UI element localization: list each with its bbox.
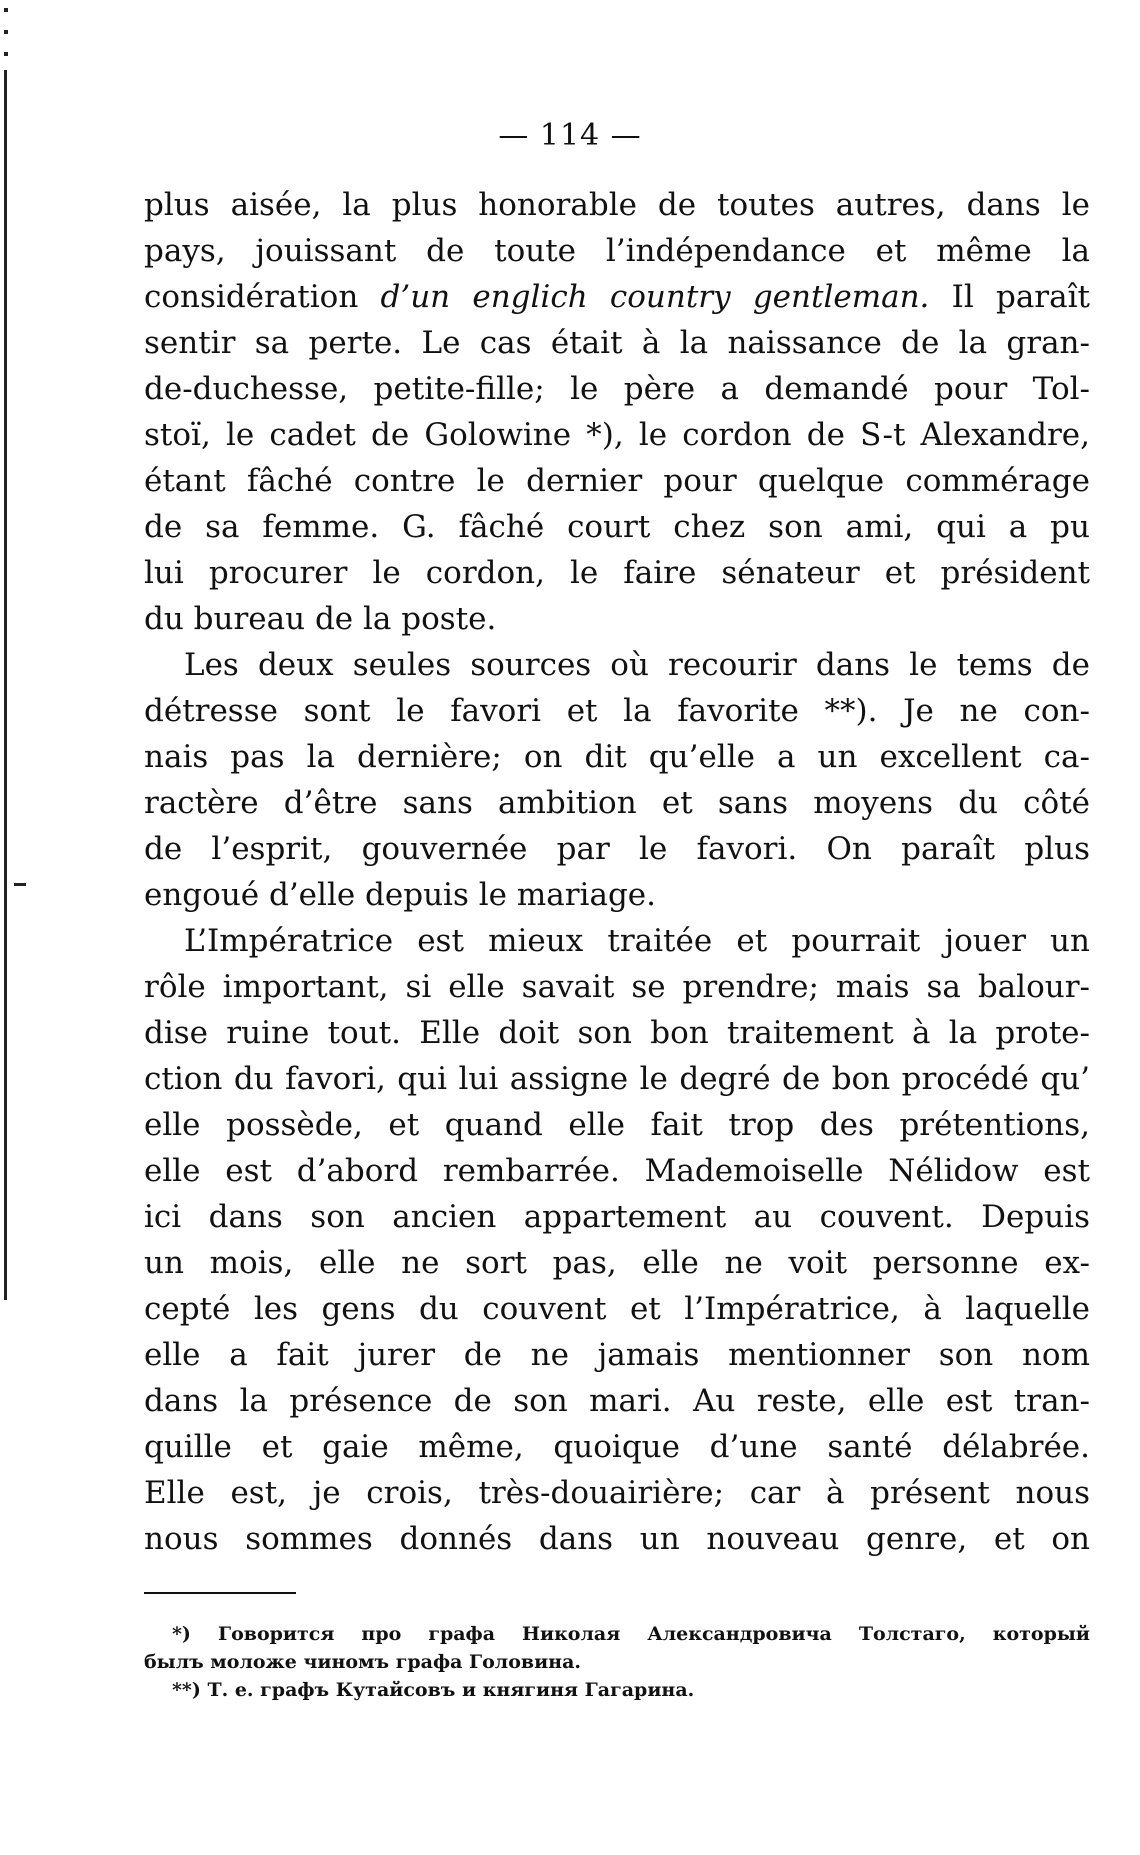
body-text (144, 182, 1090, 1562)
text-line: Les deux seules sources où recourir dans le tems de (184, 647, 1090, 683)
text-line: de sa femme. G. fâché court chez son ami, qui a pu (144, 509, 1090, 545)
margin-mark (14, 883, 26, 886)
footnote-line: **) Т. е. графъ Кутайсовъ и княгиня Гагарина. (172, 1679, 695, 1701)
edge-dot (4, 8, 8, 12)
text-line: étant fâché contre le dernier pour quelque commérage (144, 463, 1090, 499)
text-line: engoué d’elle depuis le mariage. (144, 877, 656, 913)
text-line: L’Impératrice est mieux traitée et pourrait jouer un (184, 923, 1090, 959)
italic-phrase: d’un englich country gentleman. (380, 279, 930, 315)
text-line: elle est d’abord rembarrée. Mademoiselle Nélidow est (144, 1153, 1090, 1189)
text-line: un mois, elle ne sort pas, elle ne voit personne ex- (144, 1245, 1090, 1281)
text-line: rôle important, si elle savait se prendre; mais sa balour- (144, 969, 1090, 1005)
page-number: — 114 — (498, 118, 642, 153)
text-line: du bureau de la poste. (144, 601, 497, 637)
footnote-line: былъ моложе чиномъ графа Головина. (144, 1651, 581, 1673)
text-line: plus aisée, la plus honorable de toutes autres, dans le (144, 187, 1090, 223)
text-line: détresse sont le favori et la favorite **). Je ne con- (144, 693, 1090, 729)
text-line: cepté les gens du couvent et l’Impératrice, à laquelle (144, 1291, 1090, 1327)
text-line: ction du favori, qui lui assigne le degré de bon procédé qu’ (144, 1061, 1090, 1097)
text-line: dans la présence de son mari. Au reste, elle est tran- (144, 1383, 1090, 1419)
text-line: stoï, le cadet de Golowine *), le cordon de S-t Alexandre, (144, 417, 1090, 453)
text-fragment: considération (144, 279, 381, 315)
text-line: sentir sa perte. Le cas était à la naissance de la gran- (144, 325, 1090, 361)
text-line: quille et gaie même, quoique d’une santé délabrée. (144, 1429, 1090, 1465)
text-line: Elle est, je crois, très-douairière; car à présent nous (144, 1475, 1090, 1511)
footnote-rule (144, 1592, 296, 1594)
text-line (144, 274, 1090, 320)
text-line: elle possède, et quand elle fait trop des prétentions, (144, 1107, 1090, 1143)
text-line: nous sommes donnés dans un nouveau genre, et on (144, 1521, 1090, 1557)
edge-dot (4, 52, 8, 56)
page-edge-line (4, 70, 7, 1300)
text-line: de l’esprit, gouvernée par le favori. On paraît plus (144, 831, 1090, 867)
edge-dot (4, 30, 8, 34)
footnote-line: *) Говорится про графа Николая Александровича Толстаго, который (172, 1623, 1090, 1645)
text-line: ractère d’être sans ambition et sans moyens du côté (144, 785, 1090, 821)
footnotes (144, 1620, 1090, 1704)
text-line: de-duchesse, petite-fille; le père a demandé pour Tol- (144, 371, 1090, 407)
text-line: ici dans son ancien appartement au couvent. Depuis (144, 1199, 1090, 1235)
text-line: nais pas la dernière; on dit qu’elle a un excellent ca- (144, 739, 1090, 775)
text-fragment: Il paraît (929, 279, 1090, 315)
text-line: lui procurer le cordon, le faire sénateur et président (144, 555, 1090, 591)
text-line: elle a fait jurer de ne jamais mentionner son nom (144, 1337, 1090, 1373)
text-line: dise ruine tout. Elle doit son bon traitement à la prote- (144, 1015, 1090, 1051)
text-line: pays, jouissant de toute l’indépendance et même la (144, 233, 1090, 269)
